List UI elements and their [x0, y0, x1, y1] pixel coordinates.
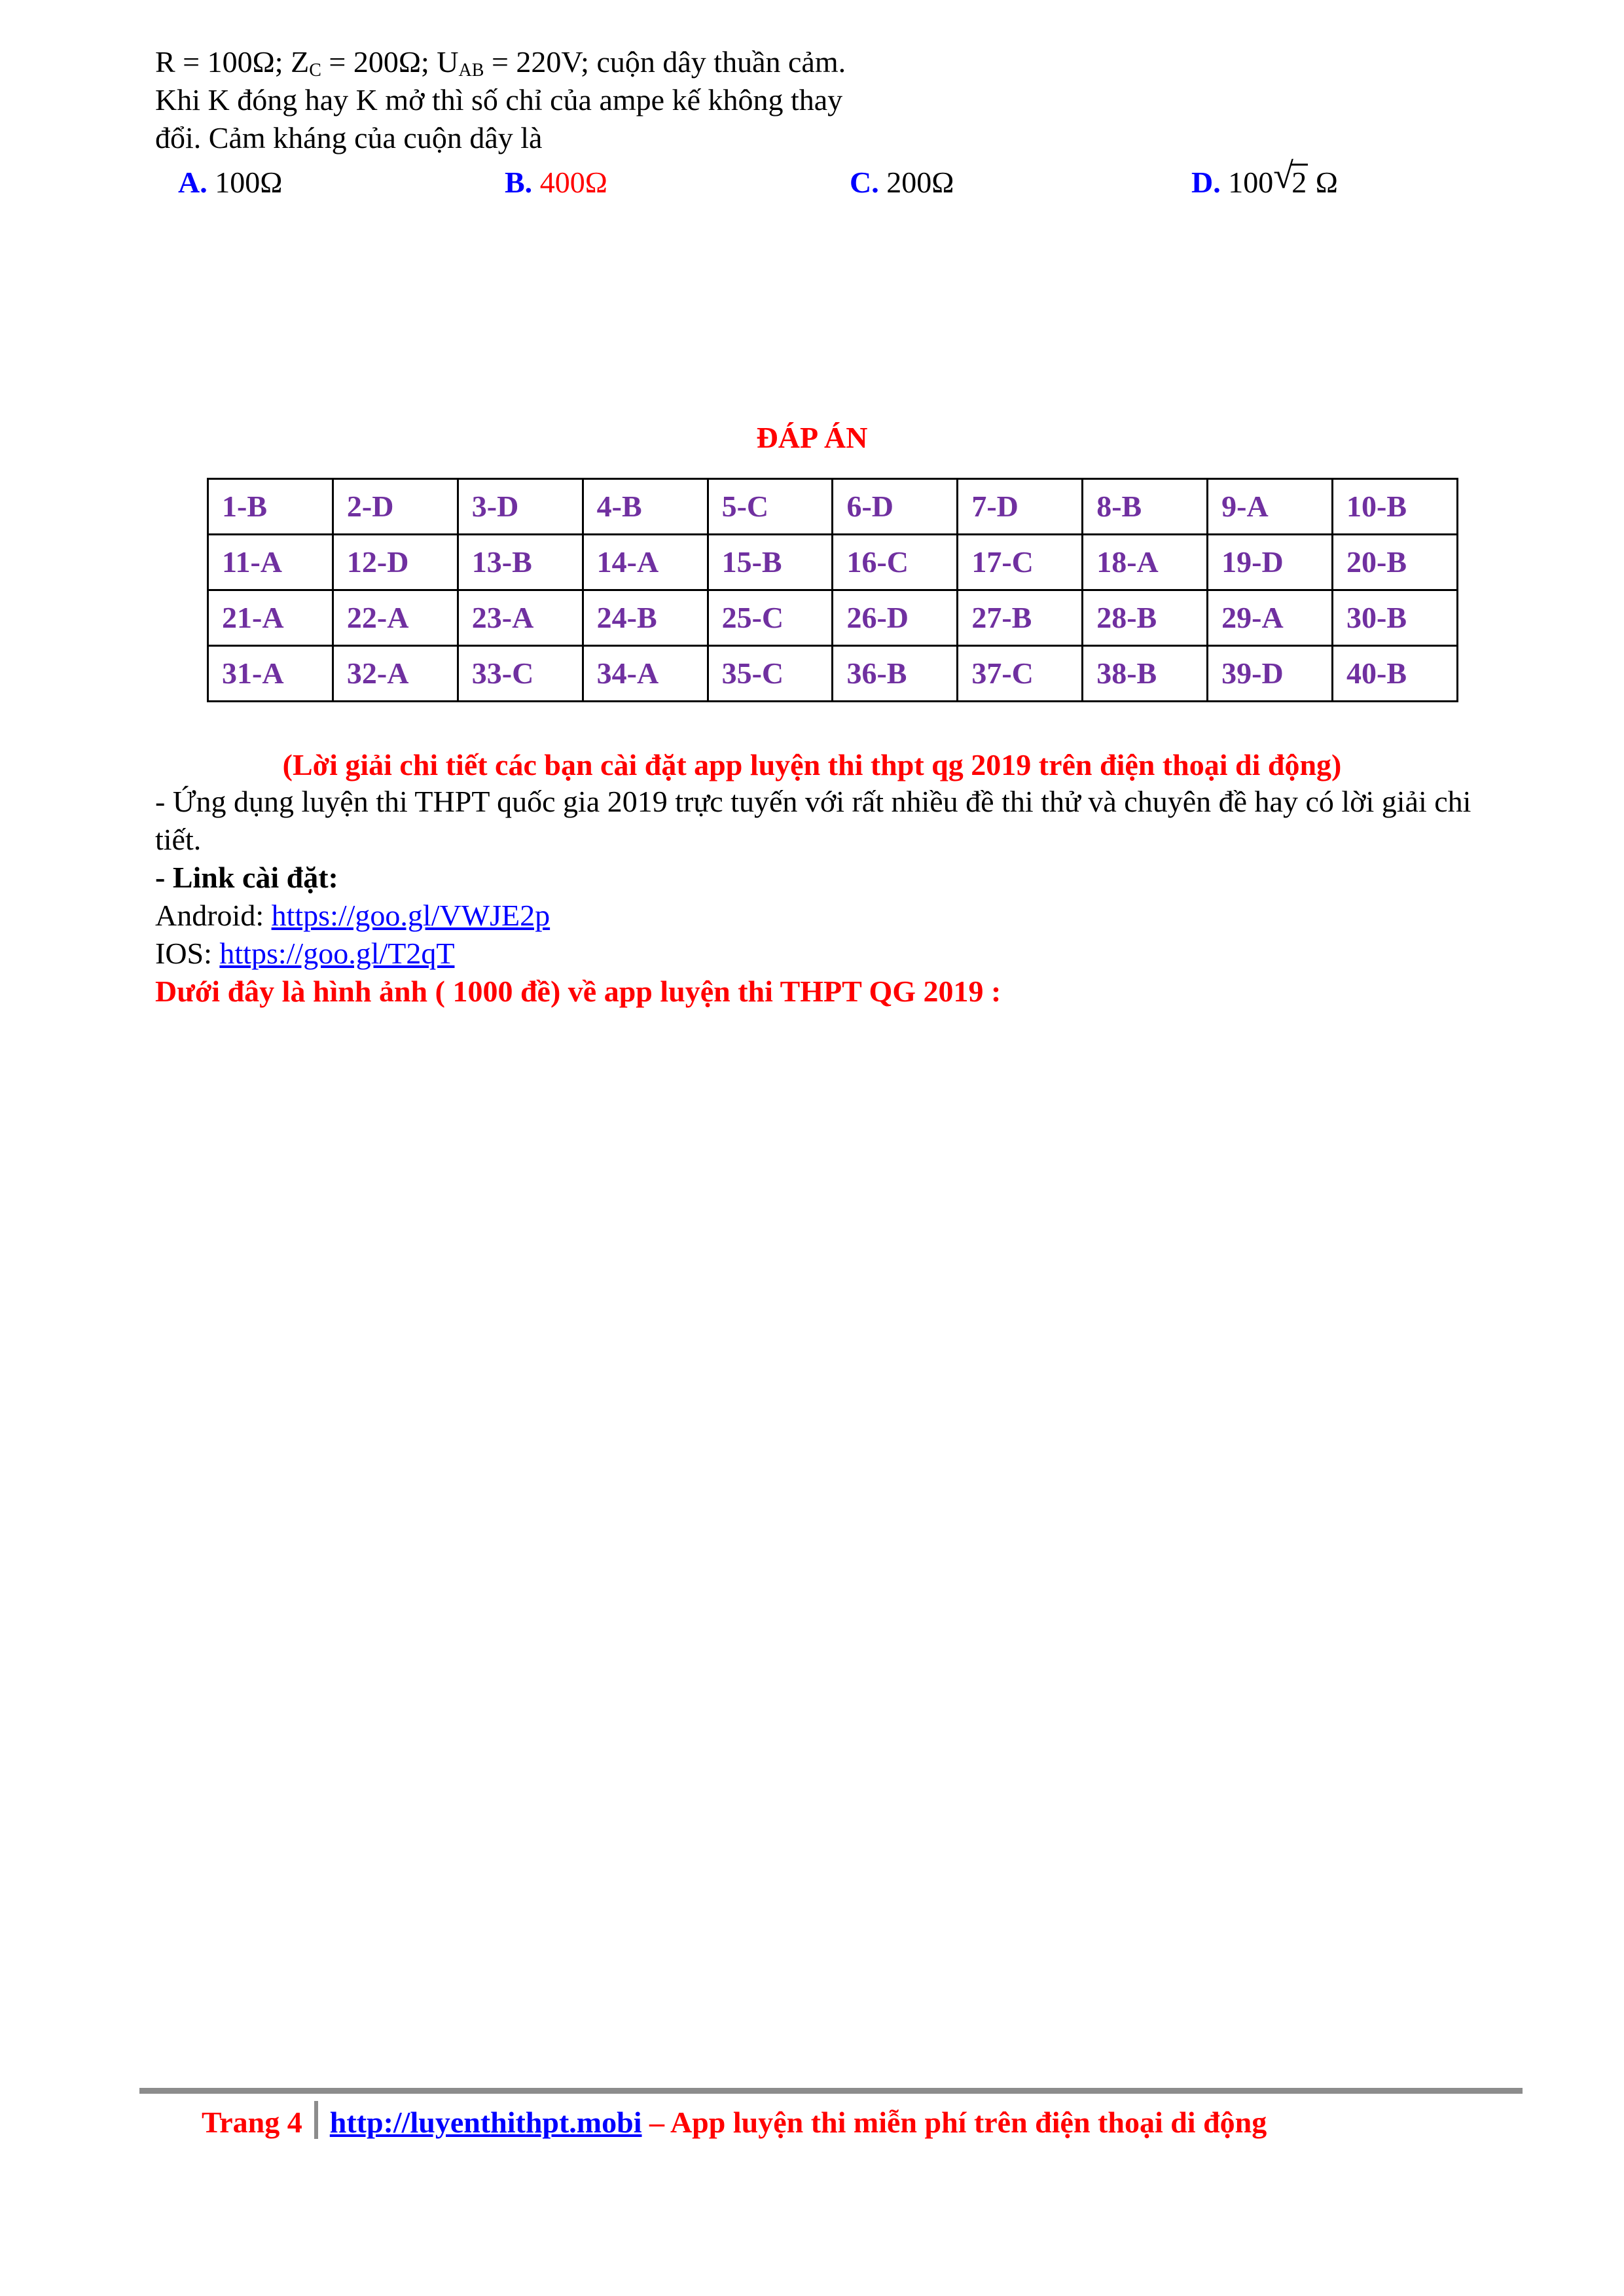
- answer-cell: 15-B: [708, 535, 833, 590]
- option-c-value: 200Ω: [886, 166, 954, 199]
- option-c: [850, 164, 954, 202]
- option-b-value: 400Ω: [539, 166, 607, 199]
- answer-cell: 16-C: [833, 535, 958, 590]
- option-d-suffix: Ω: [1315, 166, 1338, 199]
- footer-rule: [139, 2088, 1523, 2094]
- answer-cell: 17-C: [958, 535, 1083, 590]
- answer-key-title: ĐÁP ÁN: [756, 421, 868, 454]
- answer-row: [208, 646, 1458, 702]
- answer-cell: 8-B: [1083, 479, 1208, 535]
- answer-cell: 9-A: [1208, 479, 1333, 535]
- answer-cell: 11-A: [208, 535, 333, 590]
- answer-cell: 28-B: [1083, 590, 1208, 646]
- option-b: [505, 164, 607, 202]
- answer-cell: 32-A: [333, 646, 458, 702]
- question-line-1: [155, 43, 846, 81]
- answer-cell: 5-C: [708, 479, 833, 535]
- answer-cell: 37-C: [958, 646, 1083, 702]
- option-d-prefix: 100: [1228, 166, 1274, 199]
- answer-cell: 14-A: [583, 535, 708, 590]
- option-d: [1191, 156, 1338, 202]
- link-heading: - Link cài đặt:: [155, 861, 338, 894]
- question-line-3: đổi. Cảm kháng của cuộn dây là: [155, 121, 543, 154]
- page-footer: [202, 2101, 1267, 2142]
- answer-cell: 30-B: [1333, 590, 1458, 646]
- app-note-title: (Lời giải chi tiết các bạn cài đặt app luyện thi thpt qg 2019 trên điện thoại di động): [282, 748, 1342, 781]
- uab-subscript: AB: [458, 60, 484, 81]
- answer-cell: 39-D: [1208, 646, 1333, 702]
- answer-row: [208, 535, 1458, 590]
- answer-cell: 22-A: [333, 590, 458, 646]
- answer-cell: 6-D: [833, 479, 958, 535]
- answer-cell: 3-D: [458, 479, 583, 535]
- question-line-2: Khi K đóng hay K mở thì số chỉ của ampe kế không thay: [155, 83, 843, 117]
- answer-cell: 31-A: [208, 646, 333, 702]
- option-d-letter: D.: [1191, 166, 1221, 199]
- question-end-part: = 220V; cuộn dây thuần cảm.: [484, 45, 846, 79]
- ios-label: IOS:: [155, 937, 220, 970]
- android-line: [155, 897, 550, 935]
- footer-site-link[interactable]: http://luyenthithpt.mobi: [329, 2106, 642, 2139]
- answer-cell: 1-B: [208, 479, 333, 535]
- option-a-letter: A.: [178, 166, 208, 199]
- question-mid-part: = 200Ω; U: [321, 45, 459, 79]
- answer-cell: 25-C: [708, 590, 833, 646]
- option-b-letter: B.: [505, 166, 533, 199]
- answer-cell: 38-B: [1083, 646, 1208, 702]
- option-d-radicand: 2: [1290, 164, 1308, 199]
- radical-sign: √: [1273, 156, 1293, 196]
- answer-key-body: [208, 479, 1458, 702]
- answer-cell: 10-B: [1333, 479, 1458, 535]
- android-label: Android:: [155, 899, 272, 932]
- option-c-letter: C.: [850, 166, 879, 199]
- answer-cell: 4-B: [583, 479, 708, 535]
- answer-cell: 40-B: [1333, 646, 1458, 702]
- footer-tagline: – App luyện thi miễn phí trên điện thoại di động: [641, 2106, 1267, 2139]
- answer-cell: 13-B: [458, 535, 583, 590]
- footer-page-number: Trang 4: [202, 2106, 302, 2139]
- footer-divider: [314, 2101, 318, 2139]
- answer-cell: 12-D: [333, 535, 458, 590]
- app-note-description: - Ứng dụng luyện thi THPT quốc gia 2019 trực tuyến với rất nhiều đề thi thử và chuyên đề hay có lời giải chi tiết.: [155, 785, 1471, 856]
- below-images-text: Dưới đây là hình ảnh ( 1000 đề) về app luyện thi THPT QG 2019 :: [155, 975, 1001, 1008]
- zc-subscript: C: [309, 60, 321, 81]
- ios-line: [155, 935, 454, 973]
- option-a-value: 100Ω: [215, 166, 283, 199]
- answer-cell: 27-B: [958, 590, 1083, 646]
- answer-cell: 26-D: [833, 590, 958, 646]
- android-link[interactable]: https://goo.gl/VWJE2p: [271, 899, 550, 932]
- answer-cell: 20-B: [1333, 535, 1458, 590]
- answer-key-table: [207, 478, 1458, 702]
- answer-cell: 35-C: [708, 646, 833, 702]
- question-r-part: R = 100Ω; Z: [155, 45, 310, 79]
- answer-row: [208, 479, 1458, 535]
- answer-row: [208, 590, 1458, 646]
- answer-cell: 23-A: [458, 590, 583, 646]
- answer-cell: 24-B: [583, 590, 708, 646]
- answer-cell: 18-A: [1083, 535, 1208, 590]
- answer-cell: 34-A: [583, 646, 708, 702]
- option-a: [178, 164, 282, 202]
- answer-cell: 7-D: [958, 479, 1083, 535]
- answer-cell: 21-A: [208, 590, 333, 646]
- answer-cell: 19-D: [1208, 535, 1333, 590]
- answer-cell: 33-C: [458, 646, 583, 702]
- sqrt-symbol: [1273, 156, 1308, 202]
- answer-cell: 36-B: [833, 646, 958, 702]
- answer-cell: 2-D: [333, 479, 458, 535]
- ios-link[interactable]: https://goo.gl/T2qT: [219, 937, 455, 970]
- answer-cell: 29-A: [1208, 590, 1333, 646]
